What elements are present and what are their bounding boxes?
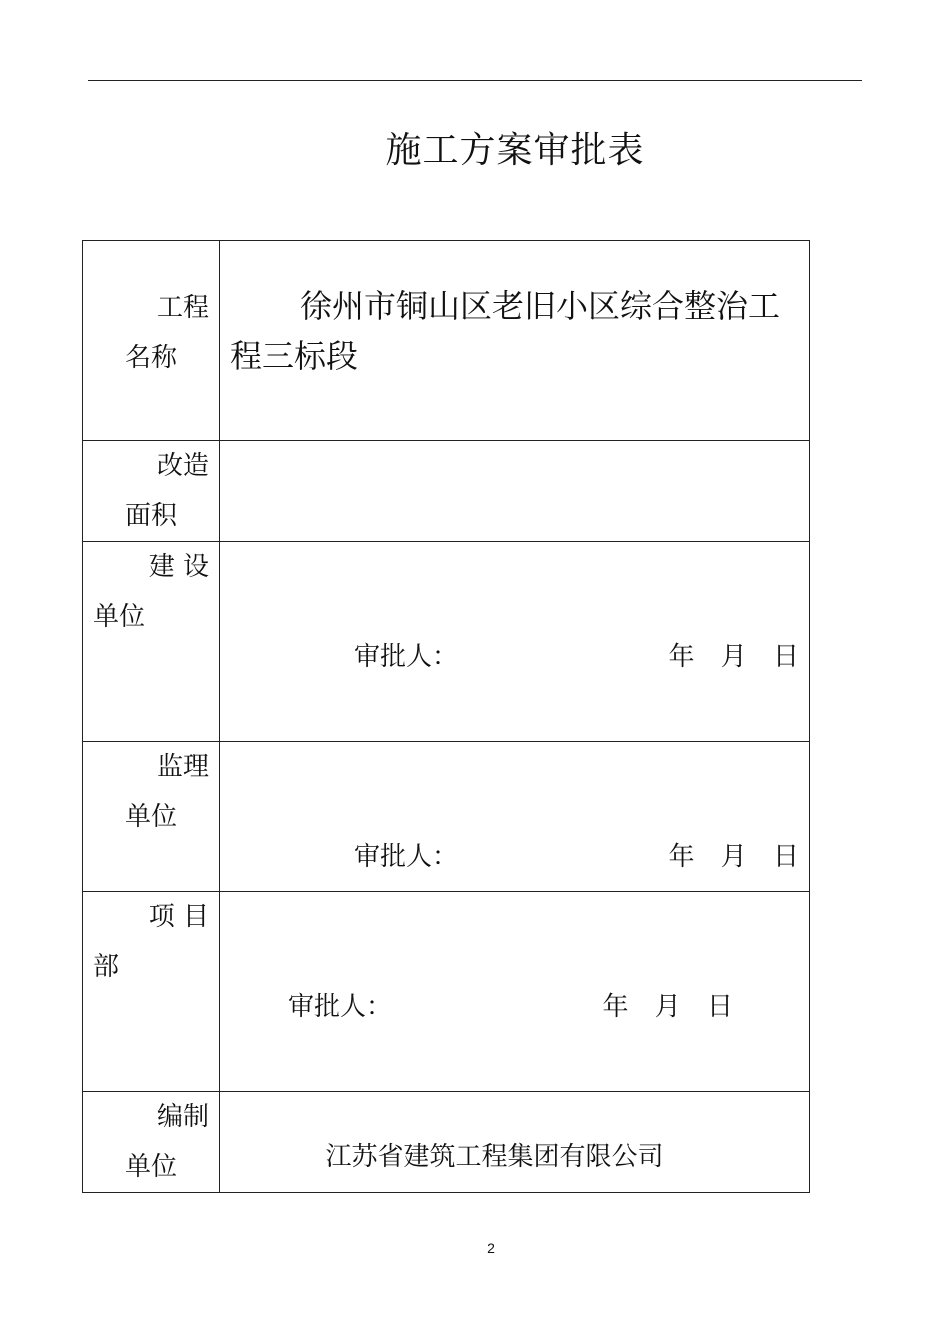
row-renovation-area [83, 441, 810, 542]
label-compiling-unit-line1: 编制 [156, 1102, 209, 1132]
value-cell-construction-unit [220, 542, 810, 742]
label-project-dept-line2: 部 [93, 952, 120, 982]
label-construction-unit-line2: 单位 [93, 602, 146, 632]
label-cell-supervision-unit [83, 742, 220, 892]
label-cell-project-name [83, 241, 220, 441]
row-compiling-unit [83, 1092, 810, 1193]
project-dept-approver-label: 审批人： [288, 992, 393, 1022]
project-name-value: 徐州市铜山区老旧小区综合整治工程三标段 [230, 287, 781, 375]
label-project-name-line1: 工程 [156, 293, 209, 323]
value-cell-renovation-area [220, 441, 810, 542]
label-construction-unit-line1: 建 设 [148, 552, 209, 582]
page-number: 2 [487, 1240, 495, 1256]
label-compiling-unit-line2: 单位 [124, 1152, 177, 1182]
label-cell-project-dept [83, 892, 220, 1092]
label-supervision-unit-line2: 单位 [124, 802, 177, 832]
label-cell-compiling-unit [83, 1092, 220, 1193]
value-cell-compiling-unit [220, 1092, 810, 1193]
construction-approver-label: 审批人： [354, 642, 459, 672]
row-construction-unit [83, 542, 810, 742]
document-title: 施工方案审批表 [385, 130, 645, 171]
value-cell-supervision-unit [220, 742, 810, 892]
approval-form-table [82, 240, 810, 1193]
value-cell-project-dept [220, 892, 810, 1092]
label-cell-construction-unit [83, 542, 220, 742]
row-supervision-unit [83, 742, 810, 892]
label-project-dept-line1: 项 目 [148, 902, 209, 932]
label-cell-renovation-area [83, 441, 220, 542]
value-cell-project-name [220, 241, 810, 441]
supervision-approval-date: 年 月 日 [668, 842, 799, 872]
label-renovation-area-line2: 面积 [124, 501, 177, 531]
row-project-name [83, 241, 810, 441]
project-dept-approval-date: 年 月 日 [602, 992, 733, 1022]
row-project-dept [83, 892, 810, 1092]
label-supervision-unit-line1: 监理 [156, 752, 209, 782]
supervision-approver-label: 审批人： [354, 842, 459, 872]
label-renovation-area-line1: 改造 [156, 451, 209, 481]
header-rule [88, 80, 862, 81]
compiling-unit-value: 江苏省建筑工程集团有限公司 [325, 1142, 664, 1172]
construction-approval-date: 年 月 日 [668, 642, 799, 672]
label-project-name-line2: 名称 [124, 343, 177, 373]
